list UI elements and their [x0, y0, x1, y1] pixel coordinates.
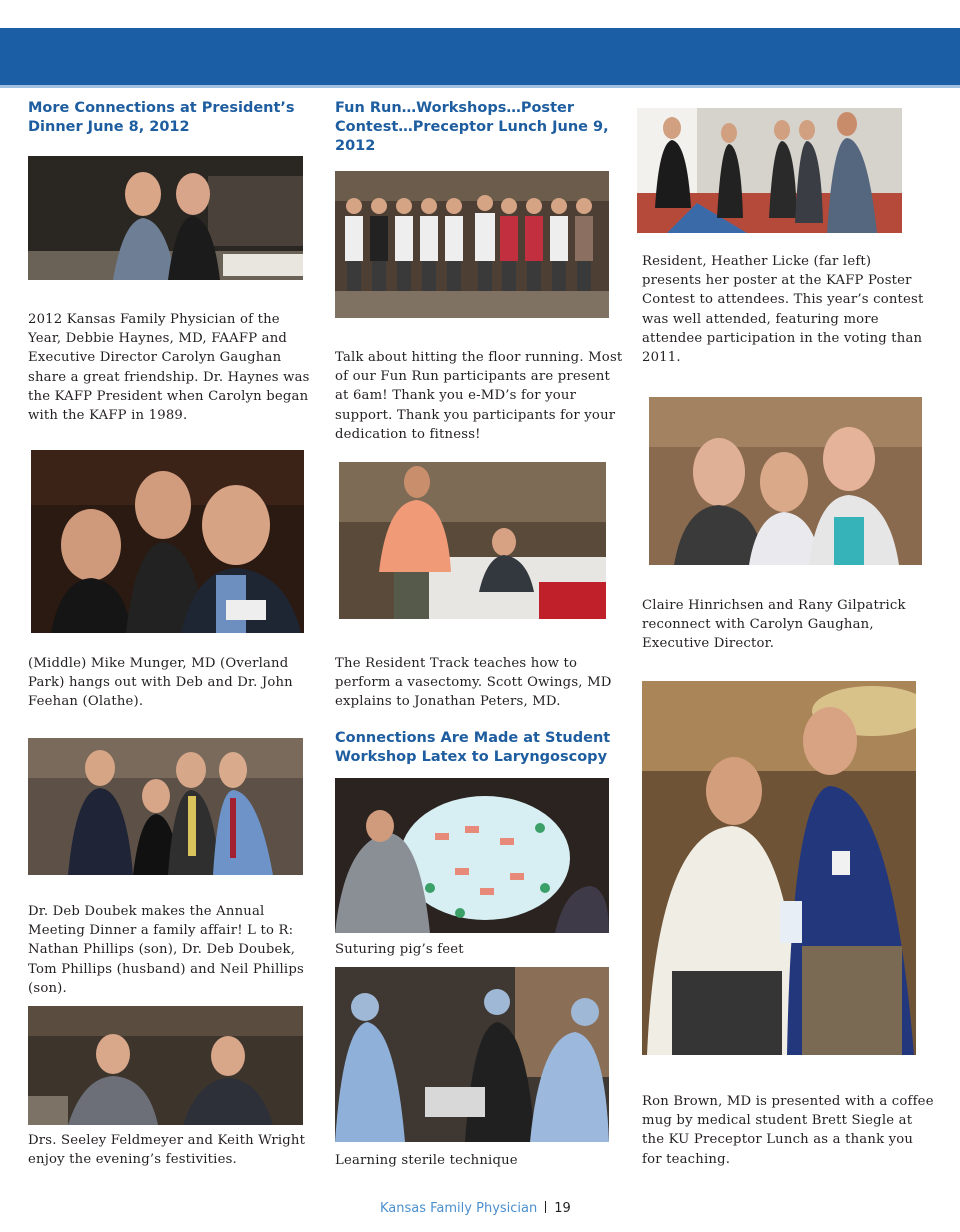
page-number: 19: [554, 1201, 571, 1216]
publication-name: Kansas Family Physician: [380, 1201, 538, 1216]
photo-suturing: [335, 778, 609, 933]
heading-presidents-dinner: More Connections at President’s Dinner June 8, 2012: [28, 100, 295, 135]
page-footer: [380, 1200, 571, 1218]
caption-poster-contest: Resident, Heather Licke (far left) presents her poster at the KAFP Poster Contest to attendees. This year’s contest was well attended, featuring more attendee participation in the voting than 2011.: [642, 254, 924, 366]
caption-fun-run: Talk about hitting the floor running. Most of our Fun Run participants are present at 6am! Thank you e-MD’s for your support. Thank you participants for your dedication to fitness!: [335, 350, 623, 442]
photo-doubek-family: [28, 738, 303, 875]
photo-brown-siegle: [642, 681, 916, 1055]
caption-munger-feehan: (Middle) Mike Munger, MD (Overland Park) hangs out with Deb and Dr. John Feehan (Olathe).: [28, 656, 293, 710]
heading-fun-run: Fun Run…Workshops…Poster Contest…Preceptor Lunch June 9, 2012: [335, 100, 609, 154]
photo-munger-feehan: [31, 450, 304, 633]
caption-suturing: Suturing pig’s feet: [335, 942, 464, 957]
caption-feldmeyer-wright: Drs. Seeley Feldmeyer and Keith Wright enjoy the evening’s festivities.: [28, 1133, 306, 1168]
photo-feldmeyer-wright: [28, 1006, 303, 1125]
caption-sterile-technique: Learning sterile technique: [335, 1153, 518, 1168]
heading-student-workshop: Connections Are Made at Student Workshop Latex to Laryngoscopy: [335, 730, 611, 765]
photo-haynes-gaughan: [28, 156, 303, 280]
caption-resident-track: The Resident Track teaches how to perform a vasectomy. Scott Owings, MD explains to Jonathan Peters, MD.: [335, 656, 612, 710]
photo-fun-run-group: [335, 171, 609, 318]
caption-doubek-family: Dr. Deb Doubek makes the Annual Meeting Dinner a family affair! L to R: Nathan Phillips (son), Dr. Deb Doubek, Tom Phillips (husband) and Neil Phillips (son).: [28, 904, 304, 996]
caption-brown-siegle: Ron Brown, MD is presented with a coffee mug by medical student Brett Siegle at the KU Preceptor Lunch as a thank you for teaching.: [642, 1094, 934, 1167]
photo-poster-contest: [637, 108, 902, 233]
photo-resident-track: [339, 462, 606, 619]
caption-haynes-gaughan: 2012 Kansas Family Physician of the Year, Debbie Haynes, MD, FAAFP and Executive Director Carolyn Gaughan share a great friendship. Dr. Haynes was the KAFP President when Carolyn began with the KAFP in 1989.: [28, 312, 310, 424]
photo-sterile-technique: [335, 967, 609, 1142]
caption-hinrichsen-gilpatrick: Claire Hinrichsen and Rany Gilpatrick reconnect with Carolyn Gaughan, Executive Director.: [642, 598, 906, 652]
footer-divider: [545, 1201, 546, 1213]
photo-hinrichsen-gilpatrick: [649, 397, 922, 565]
header-band: [0, 28, 960, 88]
